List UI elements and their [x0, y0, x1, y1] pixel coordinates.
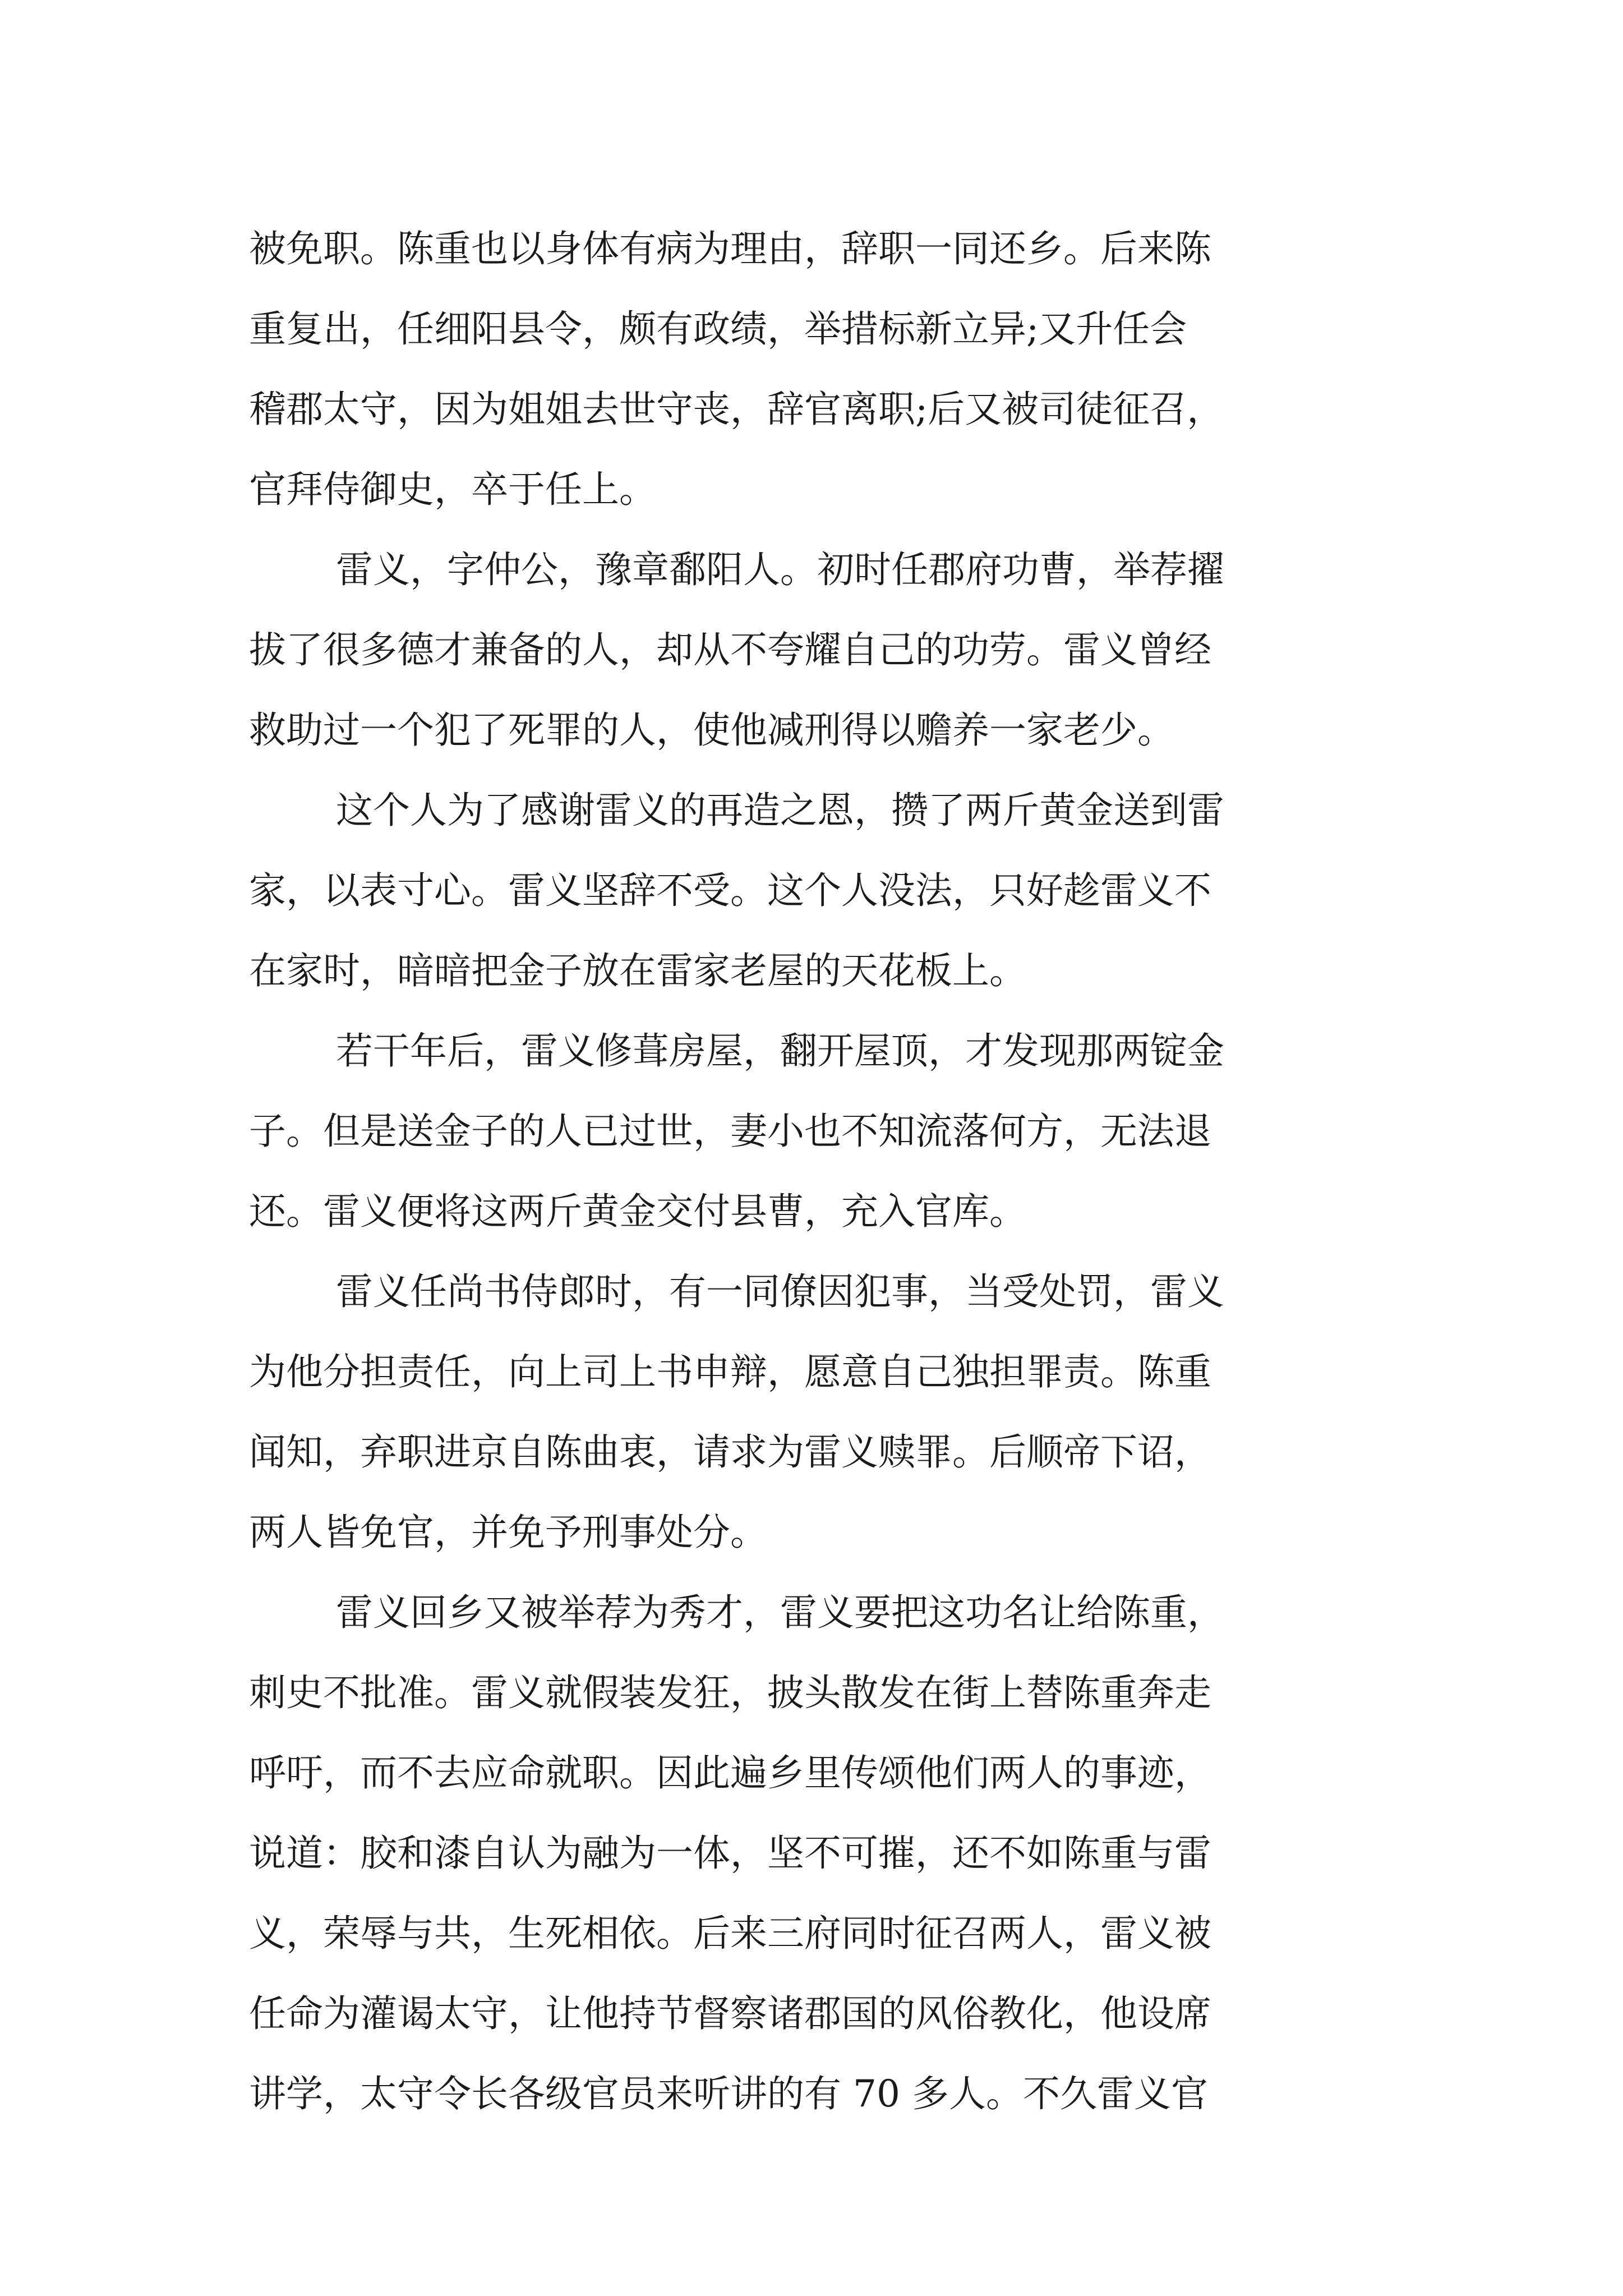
- text-line: 雷义回乡又被举荐为秀才，雷义要把这功名让给陈重，: [336, 1591, 1224, 1634]
- text-line: 为他分担责任，向上司上书申辩，愿意自己独担罪责。陈重: [249, 1350, 1211, 1393]
- text-line: 讲学，太守令长各级官员来听讲的有 70 多人。不久雷义官: [249, 2072, 1208, 2115]
- text-line: 雷义，字仲公，豫章鄱阳人。初时任郡府功曹，举荐擢: [336, 548, 1224, 591]
- text-line: 这个人为了感谢雷义的再造之恩，攒了两斤黄金送到雷: [336, 789, 1224, 832]
- text-line: 重复出，任细阳县令，颇有政绩，举措标新立异;又升任会: [249, 307, 1187, 351]
- body-text: [249, 209, 1374, 2134]
- text-line: 官拜侍御史，卒于任上。: [249, 468, 656, 511]
- paragraph: [249, 1251, 1374, 1572]
- text-line: 闻知，弃职进京自陈曲衷，请求为雷义赎罪。后顺帝下诏，: [249, 1430, 1211, 1474]
- paragraph: [249, 770, 1374, 1011]
- text-line: 子。但是送金子的人已过世，妻小也不知流落何方，无法退: [249, 1110, 1211, 1153]
- text-line: 救助过一个犯了死罪的人，使他减刑得以赡养一家老少。: [249, 708, 1174, 752]
- text-line: 雷义任尚书侍郎时，有一同僚因犯事，当受处罚，雷义: [336, 1270, 1224, 1313]
- text-line: 还。雷义便将这两斤黄金交付县曹，充入官库。: [249, 1190, 1026, 1233]
- text-line: 任命为灌谒太守，让他持节督察诸郡国的风俗教化，他设席: [249, 1992, 1211, 2035]
- text-line: 家，以表寸心。雷义坚辞不受。这个人没法，只好趁雷义不: [249, 869, 1211, 912]
- paragraph: [249, 209, 1374, 530]
- text-line: 在家时，暗暗把金子放在雷家老屋的天花板上。: [249, 949, 1026, 992]
- text-line: 稽郡太守，因为姐姐去世守丧，辞官离职;后又被司徒征召，: [249, 388, 1224, 431]
- text-line: 若干年后，雷义修葺房屋，翻开屋顶，才发现那两锭金: [336, 1029, 1224, 1073]
- paragraph: [249, 1011, 1374, 1251]
- text-line: 两人皆免官，并免予刑事处分。: [249, 1511, 767, 1554]
- paragraph: [249, 1572, 1374, 2134]
- text-line: 刺史不批准。雷义就假装发狂，披头散发在街上替陈重奔走: [249, 1671, 1211, 1714]
- text-line: 义，荣辱与共，生死相依。后来三府同时征召两人，雷义被: [249, 1912, 1211, 1955]
- text-line: 拔了很多德才兼备的人，却从不夸耀自己的功劳。雷义曾经: [249, 628, 1211, 671]
- text-line: 呼吁，而不去应命就职。因此遍乡里传颂他们两人的事迹，: [249, 1751, 1211, 1795]
- text-line: 被免职。陈重也以身体有病为理由，辞职一同还乡。后来陈: [249, 227, 1211, 270]
- text-line: 说道：胶和漆自认为融为一体，坚不可摧，还不如陈重与雷: [249, 1832, 1211, 1875]
- paragraph: [249, 530, 1374, 770]
